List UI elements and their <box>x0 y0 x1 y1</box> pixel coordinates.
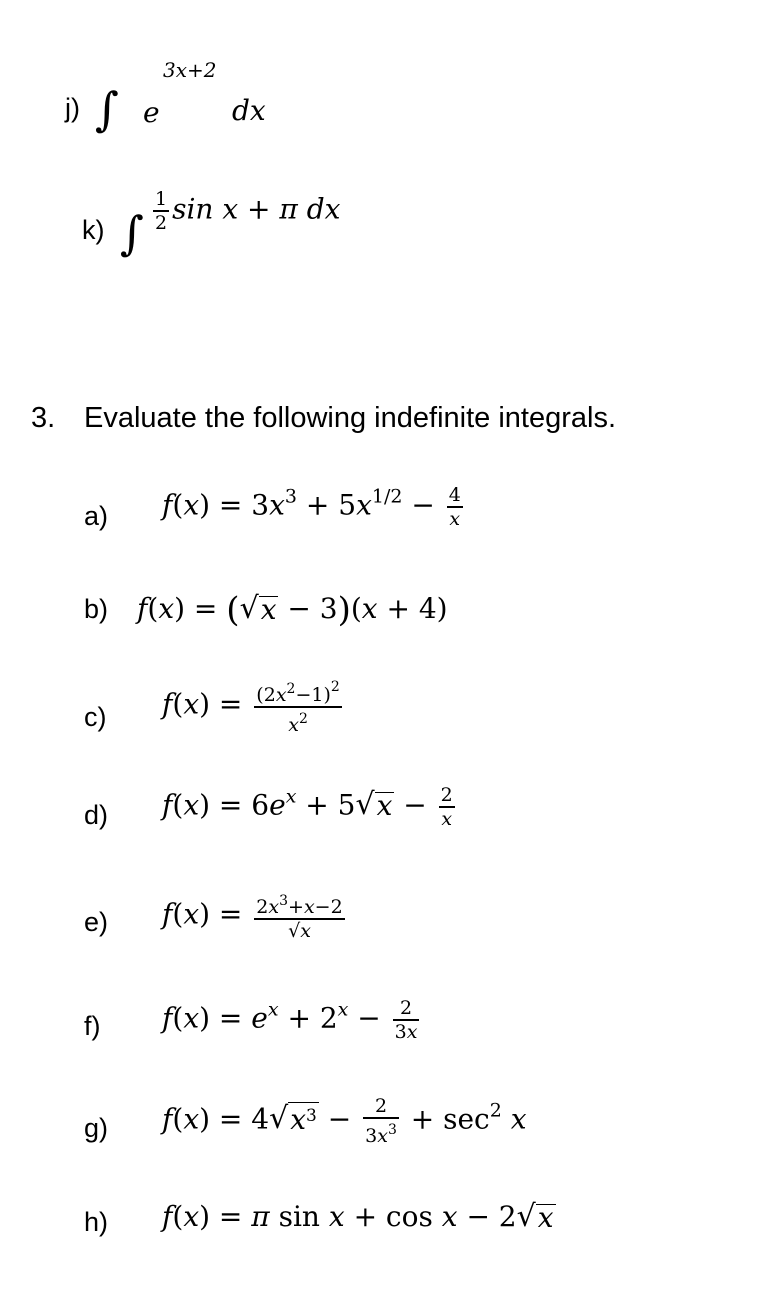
item-k-label: k) <box>82 215 105 245</box>
item-a-expression: $f(x) = 3x^3 + 5x^{1/2}$ − $\frac{4}{x}$ <box>162 484 461 530</box>
item-j-exponent: 3x+2 <box>163 58 217 82</box>
item-e-label: e) <box>84 907 109 937</box>
item-c-label: c) <box>84 702 107 732</box>
section-title: Evaluate the following indefinite integrals. <box>84 402 616 434</box>
integral-sign-icon: ∫ <box>95 82 119 136</box>
item-g-expression: f(x) = 4 √ $x^3$ − $\frac{2}{3x^3}$ + $\sec^2 x$ <box>162 1095 527 1147</box>
item-a-label: a) <box>84 501 109 531</box>
integral-sign-icon: ∫ <box>120 206 144 260</box>
item-g-label: g) <box>84 1113 109 1143</box>
item-h-label: h) <box>84 1207 109 1237</box>
item-e-expression: f(x) = $\frac{2x^3+x-2}{√x}$ <box>162 893 343 942</box>
item-j-dx: dx <box>232 94 266 127</box>
item-d-expression: $f(x) = 6e^x + 5$ √ x − $\frac{2}{x}$ <box>162 784 453 830</box>
item-f-expression: $f(x) = e^x + 2^x$ − $\frac{2}{3x}$ <box>162 997 418 1043</box>
item-j-label: j) <box>65 93 80 123</box>
item-b-expression: f(x) = ( √ x − 3)(x + 4) <box>137 590 448 630</box>
item-c-expression: f(x) = $\frac{(2x^2-1)^2}{x^2}$ <box>162 679 340 736</box>
item-d-label: d) <box>84 800 109 830</box>
item-j-base: e <box>143 96 160 129</box>
item-h-expression: f(x) = π sin x + cos x − 2 √ x <box>162 1199 554 1234</box>
item-f-label: f) <box>84 1011 101 1041</box>
item-b-label: b) <box>84 594 109 624</box>
item-k-expression: $\frac{1}{2}$ sin x + π dx <box>155 188 341 234</box>
section-number: 3. <box>31 402 56 434</box>
